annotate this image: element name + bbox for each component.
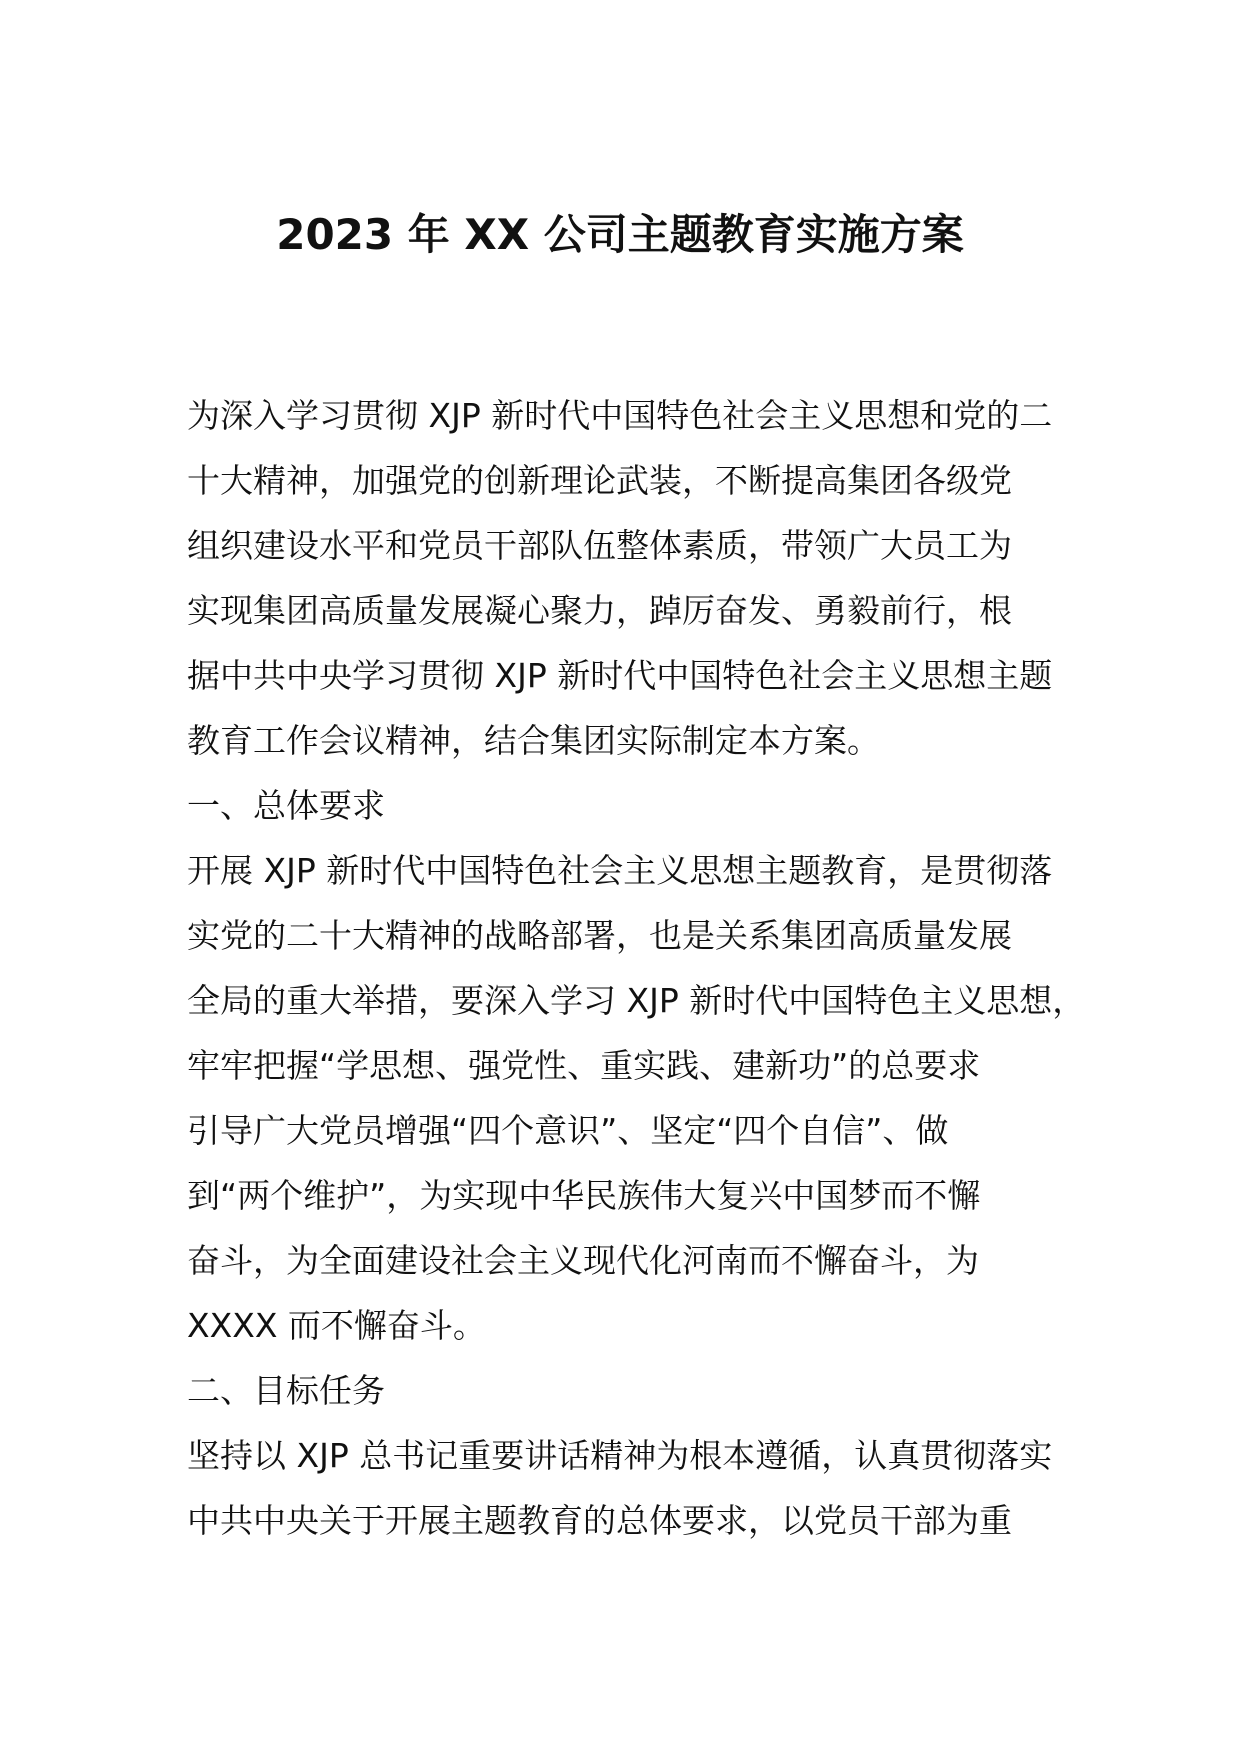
paragraph-line: 坚持以 XJP 总书记重要讲话精神为根本遵循，认真贯彻落实: [187, 1436, 1053, 1475]
paragraph-line: 十大精神，加强党的创新理论武装，不断提高集团各级党: [187, 461, 1012, 500]
paragraph-line: 到“两个维护”，为实现中华民族伟大复兴中国梦而不懈: [187, 1176, 981, 1215]
paragraph-line: 中共中央关于开展主题教育的总体要求，以党员干部为重: [187, 1501, 1012, 1540]
paragraph-line: 全局的重大举措，要深入学习 XJP 新时代中国特色主义思想，: [187, 981, 1086, 1020]
paragraph-line: XXXX 而不懈奋斗。: [187, 1306, 486, 1345]
paragraph-line: 引导广大党员增强“四个意识”、坚定“四个自信”、做: [187, 1111, 949, 1150]
paragraph-line: 教育工作会议精神，结合集团实际制定本方案。: [187, 721, 880, 760]
paragraph-line: 组织建设水平和党员干部队伍整体素质，带领广大员工为: [187, 526, 1012, 565]
paragraph-line: 开展 XJP 新时代中国特色社会主义思想主题教育，是贯彻落: [187, 851, 1053, 890]
paragraph-line: 实党的二十大精神的战略部署，也是关系集团高质量发展: [187, 916, 1012, 955]
document-body: [187, 389, 1086, 1559]
document-title: 2023 年 XX 公司主题教育实施方案: [276, 210, 964, 259]
section-heading-targets-and-tasks: 二、目标任务: [187, 1371, 385, 1410]
paragraph-line: 奋斗，为全面建设社会主义现代化河南而不懈奋斗，为: [187, 1241, 979, 1280]
paragraph-line: 为深入学习贯彻 XJP 新时代中国特色社会主义思想和党的二: [187, 396, 1053, 435]
section-heading-general-requirements: 一、总体要求: [187, 786, 385, 825]
paragraph-line: 牢牢把握“学思想、强党性、重实践、建新功”的总要求: [187, 1046, 981, 1085]
paragraph-line: 实现集团高质量发展凝心聚力，踔厉奋发、勇毅前行，根: [187, 591, 1012, 630]
paragraph-line: 据中共中央学习贯彻 XJP 新时代中国特色社会主义思想主题: [187, 656, 1053, 695]
